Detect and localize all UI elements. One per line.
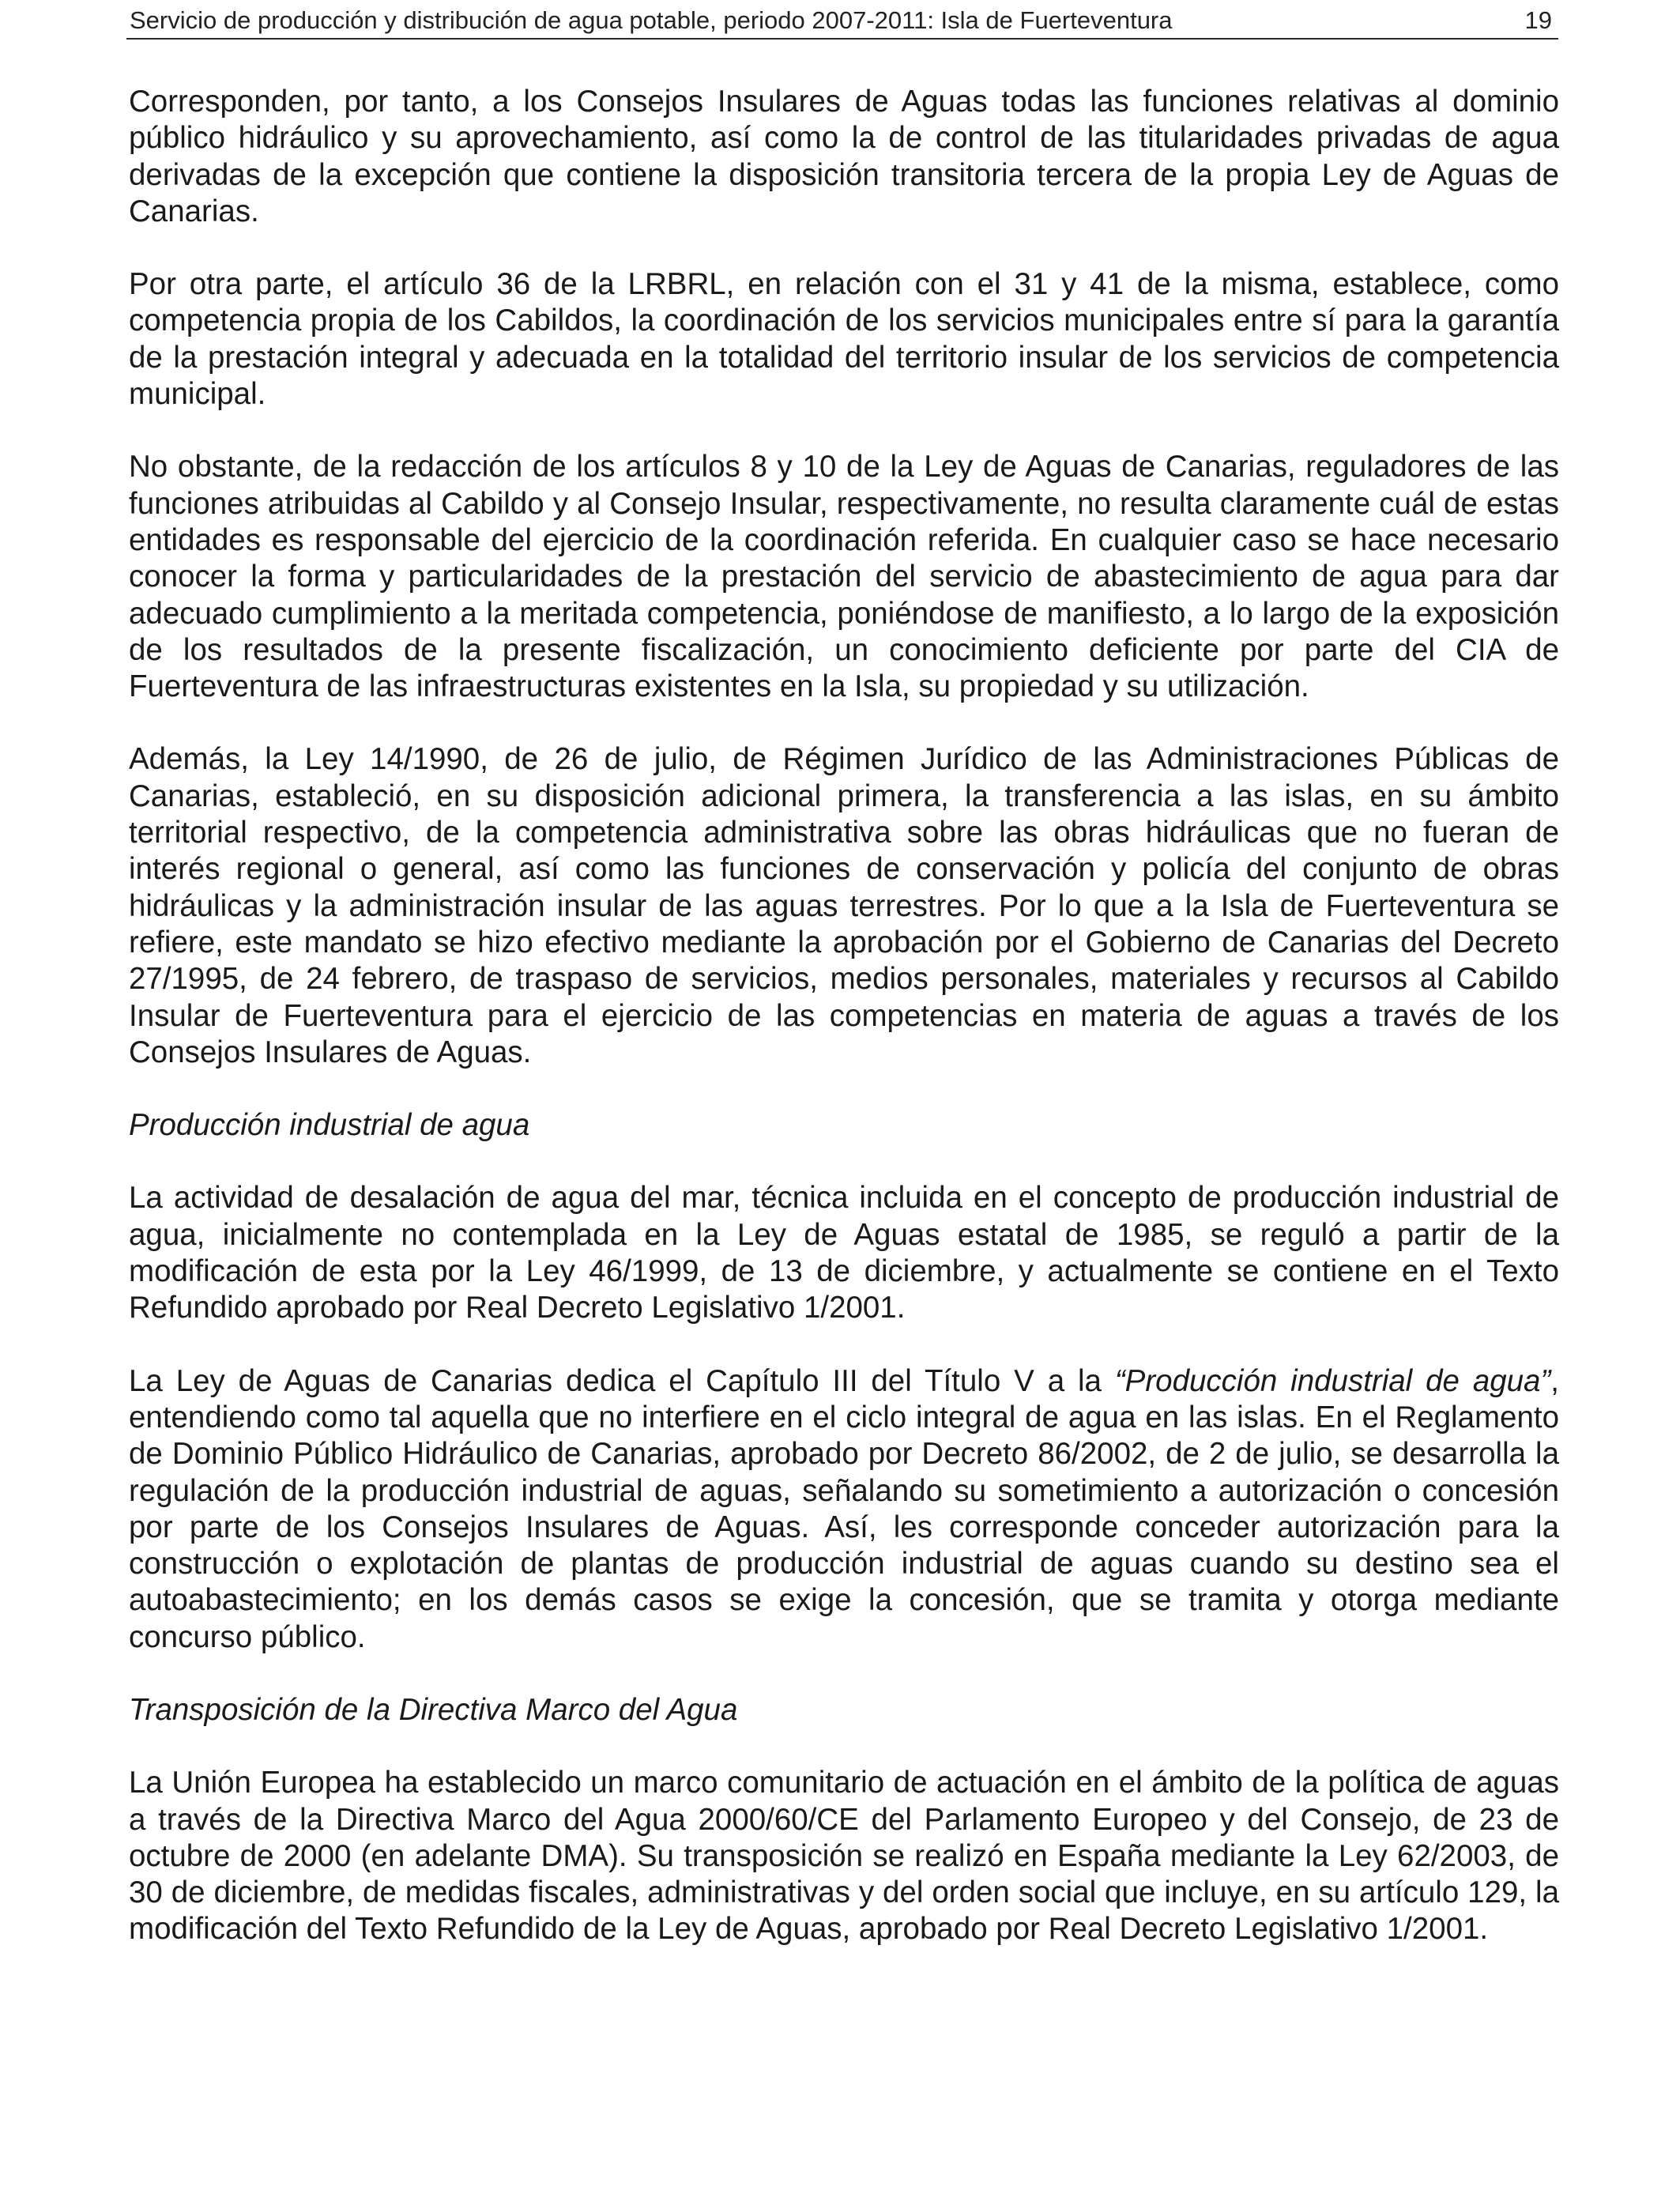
paragraph-6-start: La Ley de Aguas de Canarias dedica el Capítulo III del Título V a la <box>129 1363 1115 1398</box>
paragraph-1: Corresponden, por tanto, a los Consejos Insulares de Aguas todas las funciones relativas al dominio público hidráulico y su aprovechamiento, así como la de control de las titularidades privadas de agua derivadas de la excepción que contiene la disposición transitoria tercera de la propia Ley de Aguas de Canarias. <box>129 85 1559 228</box>
paragraph-6-quote: “Producción industrial de agua” <box>1114 1363 1551 1398</box>
paragraph-6 <box>129 1363 1559 1656</box>
document-body <box>129 84 1559 1985</box>
running-header <box>126 3 1558 40</box>
paragraph-6-end: , entendiendo como tal aquella que no interfiere en el ciclo integral de agua en las islas. En el Reglamento de Dominio Público Hidráulico de Canarias, aprobado por Decreto 86/2002, de 2 de julio, se desarrolla la regulación de la producción industrial de aguas, señalando su sometimiento a autorización o concesión por parte de los Consejos Insulares de Aguas. Así, les corresponde conceder autorización para la construcción o explotación de plantas de producción industrial de aguas cuando su destino sea el autoabastecimiento; en los demás casos se exige la concesión, que se tramita y otorga mediante concurso público. <box>129 1363 1559 1654</box>
section-heading-produccion: Producción industrial de agua <box>129 1108 530 1143</box>
page-number: 19 <box>1524 6 1552 34</box>
header-title: Servicio de producción y distribución de agua potable, periodo 2007-2011: Isla de Fuerteventura <box>130 6 1173 34</box>
section-heading-dma: Transposición de la Directiva Marco del Agua <box>129 1692 738 1727</box>
paragraph-5: La actividad de desalación de agua del mar, técnica incluida en el concepto de producción industrial de agua, inicialmente no contemplada en la Ley de Aguas estatal de 1985, se reguló a partir de la modificación de esta por la Ley 46/1999, de 13 de diciembre, y actualmente se contiene en el Texto Refundido aprobado por Real Decreto Legislativo 1/2001. <box>129 1181 1559 1325</box>
paragraph-3: No obstante, de la redacción de los artículos 8 y 10 de la Ley de Aguas de Canarias, reguladores de las funciones atribuidas al Cabildo y al Consejo Insular, respectivamente, no resulta claramente cuál de estas entidades es responsable del ejercicio de la coordinación referida. En cualquier caso se hace necesario conocer la forma y particularidades de la prestación del servicio de abastecimiento de agua para dar adecuado cumplimiento a la meritada competencia, poniéndose de manifiesto, a lo largo de la exposición de los resultados de la presente fiscalización, un conocimiento deficiente por parte del CIA de Fuerteventura de las infraestructuras existentes en la Isla, su propiedad y su utilización. <box>129 450 1559 704</box>
paragraph-4: Además, la Ley 14/1990, de 26 de julio, de Régimen Jurídico de las Administraciones Públicas de Canarias, estableció, en su disposición adicional primera, la transferencia a las islas, en su ámbito territorial respectivo, de la competencia administrativa sobre las obras hidráulicas que no fueran de interés regional o general, así como las funciones de conservación y policía del conjunto de obras hidráulicas y la administración insular de las aguas terrestres. Por lo que a la Isla de Fuerteventura se refiere, este mandato se hizo efectivo mediante la aprobación por el Gobierno de Canarias del Decreto 27/1995, de 24 febrero, de traspaso de servicios, medios personales, materiales y recursos al Cabildo Insular de Fuerteventura para el ejercicio de las competencias en materia de aguas a través de los Consejos Insulares de Aguas. <box>129 742 1559 1069</box>
paragraph-7: La Unión Europea ha establecido un marco comunitario de actuación en el ámbito de la política de aguas a través de la Directiva Marco del Agua 2000/60/CE del Parlamento Europeo y del Consejo, de 23 de octubre de 2000 (en adelante DMA). Su transposición se realizó en España mediante la Ley 62/2003, de 30 de diciembre, de medidas fiscales, administrativas y del orden social que incluye, en su artículo 129, la modificación del Texto Refundido de la Ley de Aguas, aprobado por Real Decreto Legislativo 1/2001. <box>129 1766 1559 1947</box>
paragraph-2: Por otra parte, el artículo 36 de la LRBRL, en relación con el 31 y 41 de la misma, establece, como competencia propia de los Cabildos, la coordinación de los servicios municipales entre sí para la garantía de la prestación integral y adecuada en la totalidad del territorio insular de los servicios de competencia municipal. <box>129 267 1559 412</box>
